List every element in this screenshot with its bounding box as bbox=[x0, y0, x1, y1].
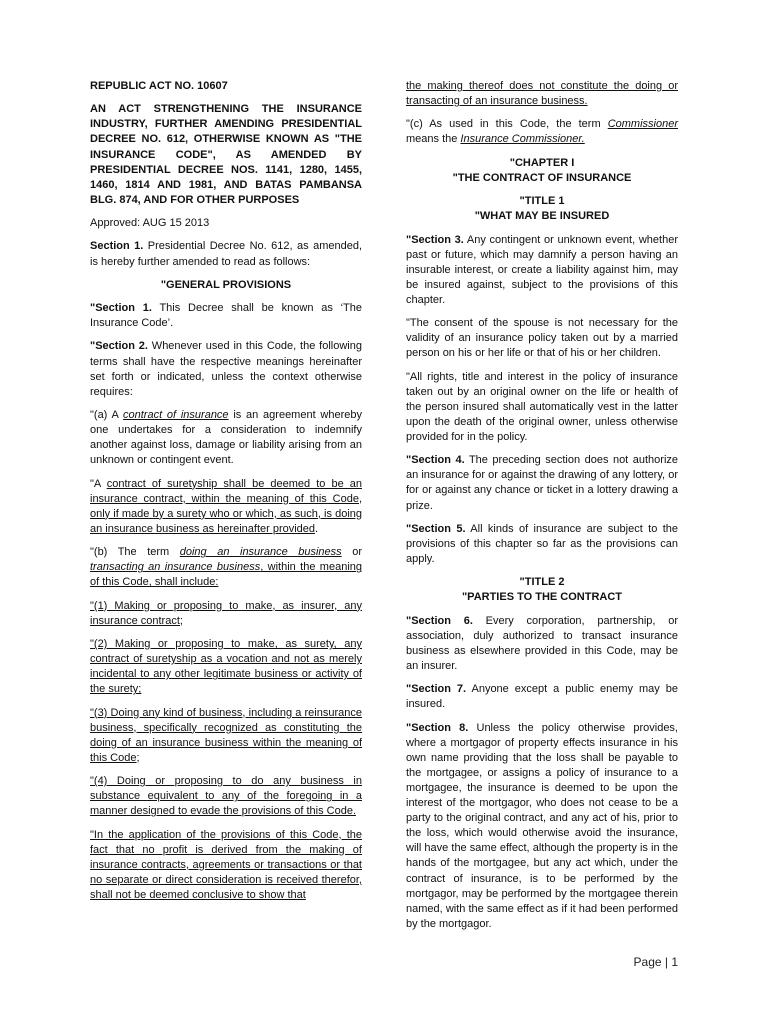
section-label: "Section 6. bbox=[406, 614, 473, 627]
suretyship-paragraph bbox=[90, 477, 362, 537]
act-number: REPUBLIC ACT NO. 10607 bbox=[90, 80, 228, 92]
section-text: Every corporation, partnership, or association, duly authorized to transact insurance business as elsewhere provided in this Code, may be an insurer. bbox=[406, 614, 678, 672]
list-item-4: "(4) Doing or proposing to do any business in substance equivalent to any of the foregoing in a manner designed to evade the provisions of this Code. bbox=[90, 775, 362, 818]
section-6-paragraph bbox=[406, 614, 678, 674]
no-profit-clause-continued: the making thereof does not constitute the doing or transacting of an insurance business. bbox=[406, 80, 678, 108]
spouse-consent-paragraph: "The consent of the spouse is not necessary for the validity of an insurance policy taken out by a married person on his or her life or that of his or her children. bbox=[406, 317, 678, 360]
chapter-heading bbox=[406, 156, 678, 186]
title-number: "TITLE 2 bbox=[519, 576, 565, 589]
definition-prefix: "(a) A bbox=[90, 409, 124, 421]
connector-text: means the bbox=[406, 133, 461, 146]
defined-term: transacting an insurance business bbox=[90, 561, 261, 574]
chapter-title: "THE CONTRACT OF INSURANCE bbox=[452, 171, 632, 184]
section-3-paragraph bbox=[406, 233, 678, 308]
definition-text: is an agreement whereby one undertakes for a consideration to indemnify another against loss, damage or liability arising from an unknown or contingent event. bbox=[90, 409, 362, 467]
section-text: Whenever used in this Code, the following terms shall have the respective meanings hereinafter set forth or indicated, unless the context otherwise requires: bbox=[90, 340, 362, 398]
amendment-clause bbox=[90, 239, 362, 269]
left-column bbox=[90, 79, 362, 911]
amended-text: contract of suretyship shall be deemed to be an insurance contract, within the meaning of this Code, only if made by a surety who or which, as such, is doing an insurance business as hereinafter provided bbox=[90, 477, 362, 535]
section-label: "Section 2. bbox=[90, 340, 148, 353]
title-name: "WHAT MAY BE INSURED bbox=[474, 210, 610, 223]
section-2-paragraph bbox=[90, 339, 362, 399]
no-profit-clause: "In the application of the provisions of this Code, the fact that no profit is derived from the making of insurance contracts, agreements or transactions or that no separate or direct consideration is received therefor, shall not be deemed conclusive to show that bbox=[90, 828, 362, 901]
definition-prefix: "(c) As used in this Code, the term bbox=[406, 118, 608, 131]
approval-date: Approved: AUG 15 2013 bbox=[90, 217, 210, 230]
definition-c-paragraph bbox=[406, 117, 678, 147]
list-item-3: "(3) Doing any kind of business, including a reinsurance business, specifically recognized as constituting the doing of an insurance business within the meaning of this Code; bbox=[90, 706, 362, 764]
definition-prefix: "(b) The term bbox=[90, 546, 180, 559]
list-item-2: "(2) Making or proposing to make, as surety, any contract of suretyship as a vocation and not as merely incidental to any other legitimate business or activity of the surety; bbox=[90, 637, 362, 696]
title-number: "TITLE 1 bbox=[519, 195, 565, 208]
rights-vesting-paragraph: "All rights, title and interest in the policy of insurance taken out by an original owner on the life or health of the person insured shall automatically vest in the latter upon the death of the original owner, unless otherwise provided for in the policy. bbox=[406, 370, 678, 443]
section-text: Anyone except a public enemy may be insured. bbox=[406, 683, 678, 711]
section-text: Unless the policy otherwise provides, where a mortgagor of property effects insurance in his own name providing that the loss shall be payable to the mortgagee, or assigns a policy of insurance to a mortgagee, the insurance is deemed to be upon the interest of the mortgagor, who does not cease to be a party to the original contract, and any act of his, prior to the loss, which would otherwise avoid the insurance, will have the same effect, although the property is in the hands of the mortgagee, but any act which, under the contract of insurance, is to be performed by the mortgagor, may be performed by the mortgagee therein named, with the same effect as if it had been performed by the mortgagor. bbox=[406, 721, 678, 930]
list-item-1: "(1) Making or proposing to make, as insurer, any insurance contract; bbox=[90, 599, 362, 627]
section-5-paragraph bbox=[406, 522, 678, 567]
title-2-heading bbox=[406, 575, 678, 605]
amended-text: , within the meaning of this Code, shall include: bbox=[90, 561, 362, 589]
section-7-paragraph bbox=[406, 682, 678, 712]
section-text: This Decree shall be known as ‘The Insurance Code’. bbox=[90, 302, 362, 330]
defined-term: doing an insurance business bbox=[179, 546, 342, 559]
definition-a-paragraph bbox=[90, 408, 362, 468]
right-column bbox=[406, 79, 678, 940]
defined-term: Insurance Commissioner. bbox=[460, 133, 585, 146]
title-name: "PARTIES TO THE CONTRACT bbox=[461, 591, 623, 604]
defined-term: contract of insurance bbox=[123, 409, 229, 421]
section-4-paragraph bbox=[406, 453, 678, 513]
general-provisions-heading: "GENERAL PROVISIONS bbox=[160, 278, 292, 291]
definition-b-paragraph bbox=[90, 545, 362, 590]
section-text: All kinds of insurance are subject to the provisions of this chapter so far as the provisions can apply. bbox=[406, 522, 678, 566]
section-label: "Section 8. bbox=[406, 721, 469, 734]
section-text: The preceding section does not authorize an insurance for or against the drawing of any lottery, or for or against any chance or ticket in a lottery drawing a prize. bbox=[406, 454, 679, 512]
section-label: "Section 5. bbox=[406, 522, 466, 535]
section-label: Section 1. bbox=[90, 240, 144, 253]
section-label: "Section 3. bbox=[406, 233, 464, 246]
section-label: "Section 4. bbox=[406, 454, 465, 467]
chapter-number: "CHAPTER I bbox=[509, 156, 575, 169]
connector-text: or bbox=[341, 546, 362, 559]
section-1-paragraph bbox=[90, 301, 362, 331]
section-label: "Section 7. bbox=[406, 683, 467, 696]
section-text: Any contingent or unknown event, whether past or future, which may damnify a person having an insurable interest, or create a liability against him, may be insured against, subject to the provisions of this chapter. bbox=[406, 233, 678, 306]
title-1-heading bbox=[406, 194, 678, 224]
paragraph-end: . bbox=[315, 522, 319, 535]
section-8-paragraph bbox=[406, 721, 678, 932]
section-label: "Section 1. bbox=[90, 302, 152, 315]
defined-term: Commissioner bbox=[607, 118, 678, 131]
paragraph-prefix: "A bbox=[90, 477, 107, 490]
act-title: AN ACT STRENGTHENING THE INSURANCE INDUSTRY, FURTHER AMENDING PRESIDENTIAL DECREE NO. 612, OTHERWISE KNOWN AS "THE INSURANCE CODE", AS AMENDED BY PRESIDENTIAL DECREE NOS. 1141, 1280, 1455, 1460, 1814 AND 1981, AND BATAS PAMBANSA BLG. 874, AND FOR OTHER PURPOSES bbox=[90, 103, 362, 206]
section-text: Presidential Decree No. 612, as amended, is hereby further amended to read as follows: bbox=[90, 240, 363, 268]
page-number: Page | 1 bbox=[633, 955, 678, 969]
